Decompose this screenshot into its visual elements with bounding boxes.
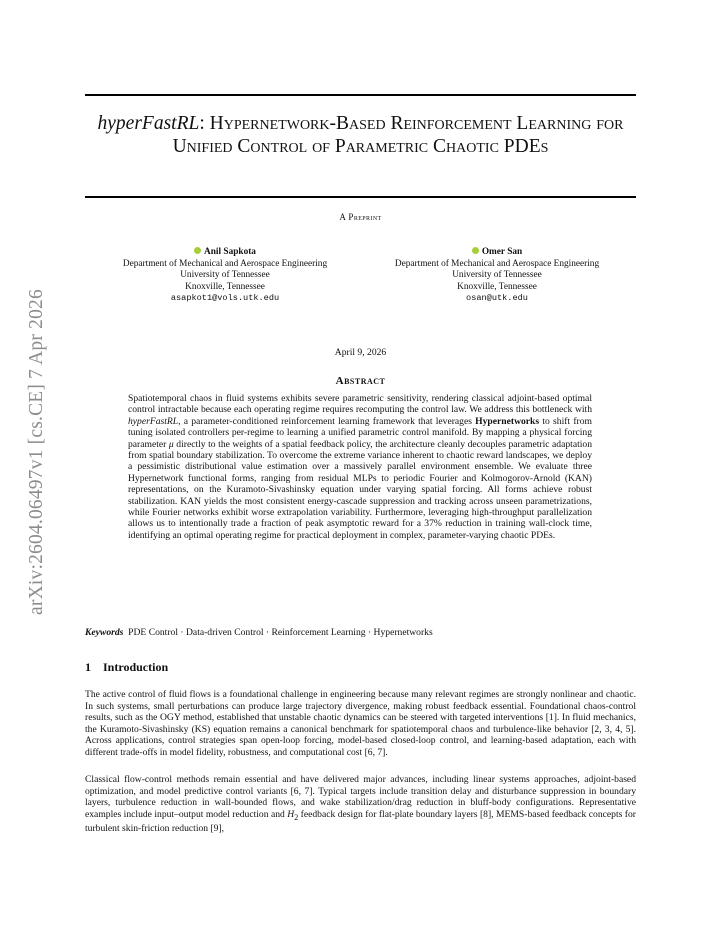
author-name: Omer San bbox=[481, 247, 523, 257]
intro-text: Classical flow-control methods remain essential and have delivered major advances, including linear systems approaches, adjoint-based optimization, and model predictive control variants [6, 7]. Typical targets include transition delay and disturbance suppression in boundary layers, turbulence reduction in wall-bounded flows, and wake stabilization/drag reduction in bluff-body configurations. Representative examples include input–output model reduction and bbox=[85, 774, 636, 820]
keywords-list: PDE Control · Data-driven Control · Reinforcement Learning · Hypernetworks bbox=[128, 627, 433, 638]
paper-date: April 9, 2026 bbox=[334, 347, 387, 358]
section-title: Introduction bbox=[103, 660, 169, 674]
intro-paragraph-2 bbox=[85, 774, 636, 834]
intro-text: The active control of fluid flows is a foundational challenge in engineering because many relevant regimes are strongly nonlinear and chaotic. In such systems, small perturbations can produce large trajectory divergence, making robust feedback essential. Foundational chaos-control results, such as the OGY method, established that unstable chaotic dynamics can be steered with targeted interventions [1]. In fluid mechanics, the Kuramoto-Sivashinsky (KS) equation remains a canonical benchmark for spatiotemporal chaos and turbulence-like behavior [2, 3, 4, 5]. Across applications, control strategies span open-loop forcing, model-based closed-loop control, and learning-based adaptation, each with different trade-offs in model fidelity, robustness, and computational cost [6, 7]. bbox=[85, 689, 636, 758]
abstract-part: to shift from tuning isolated controllers per-regime to learning a unified parametric control manifold. By mapping a physical forcing parameter bbox=[128, 415, 592, 450]
author-email[interactable]: osan@utk.edu bbox=[466, 293, 528, 304]
author-location: Knoxville, Tennessee bbox=[457, 281, 537, 292]
author-block-1 bbox=[85, 247, 365, 305]
author-department: Department of Mechanical and Aerospace Engineering bbox=[122, 258, 328, 269]
arxiv-watermark bbox=[18, 266, 56, 638]
abstract-text bbox=[128, 393, 592, 541]
paper-title bbox=[85, 112, 636, 158]
abstract-system-name: hyperFastRL bbox=[128, 415, 179, 427]
author-location: Knoxville, Tennessee bbox=[185, 281, 265, 292]
h2-subscript: 2 bbox=[294, 812, 299, 822]
author-university: University of Tennessee bbox=[180, 270, 270, 281]
author-department: Department of Mechanical and Aerospace Engineering bbox=[394, 258, 600, 269]
abstract-part: , a parameter-conditioned reinforcement learning framework that leverages bbox=[178, 415, 476, 427]
abstract-part: directly to the weights of a spatial feedback policy, the architecture cleanly decouples parametric adaptation from spatial boundary stabilization. To overcome the extreme variance inherent to chaotic reward landscapes, we deploy a pessimistic distributional value estimation over a massively parallel environment ensemble. We evaluate three Hypernetwork functional forms, ranging from residual MLPs to periodic Fourier and Kolmogorov-Arnold (KAN) representations, on the Kuramoto-Sivashinsky equation under varying spatial forcing. All forms achieve robust stabilization. KAN yields the most consistent energy-cascade suppression and tracking across unseen parametrizations, while Fourier networks exhibit worse extrapolation variability. Furthermore, leveraging high-throughput parallelization allows us to intentionally trade a fraction of peak asymptotic reward for a 37% reduction in training wall-clock time, identifying an optimal operating regime for practical deployment in complex, parameter-varying chaotic PDEs. bbox=[128, 438, 592, 541]
section-number: 1 bbox=[85, 660, 91, 674]
author-email[interactable]: asapkot1@vols.utk.edu bbox=[170, 293, 280, 304]
section-heading bbox=[85, 660, 168, 675]
h2-symbol: H bbox=[287, 808, 295, 820]
abstract-mu-symbol: μ bbox=[168, 438, 174, 450]
author-university: University of Tennessee bbox=[452, 270, 542, 281]
preprint-label: A Preprint bbox=[339, 212, 382, 222]
arxiv-id-text: arXiv:2604.06497v1 [cs.CE] 7 Apr 2026 bbox=[26, 289, 47, 615]
abstract-heading: Abstract bbox=[335, 375, 386, 387]
title-system-name: hyperFastRL bbox=[97, 113, 200, 134]
author-name: Anil Sapkota bbox=[204, 247, 256, 257]
intro-text: feedback design for flat-plate boundary layers [8], MEMS-based feedback concepts for turbulent skin-friction reduction [9], bbox=[85, 808, 636, 834]
orcid-icon[interactable] bbox=[472, 247, 479, 254]
keywords-label: Keywords bbox=[85, 627, 124, 638]
abstract-part: Spatiotemporal chaos in fluid systems exhibits severe parametric sensitivity, rendering classical adjoint-based optimal control intractable because each operating regime requires recomputing the control law. We address this bottleneck with bbox=[128, 393, 592, 416]
keywords-line bbox=[85, 627, 636, 638]
author-block-2 bbox=[357, 247, 637, 305]
top-rule bbox=[85, 94, 636, 96]
abstract-hypernetworks: Hypernetworks bbox=[475, 415, 540, 427]
title-text: : Hypernetwork-Based Reinforcement Learning for Unified Control of Parametric Chaotic PDEs bbox=[172, 113, 624, 157]
orcid-icon[interactable] bbox=[194, 247, 201, 254]
intro-paragraph-1 bbox=[85, 689, 636, 758]
title-bottom-rule bbox=[85, 196, 636, 198]
